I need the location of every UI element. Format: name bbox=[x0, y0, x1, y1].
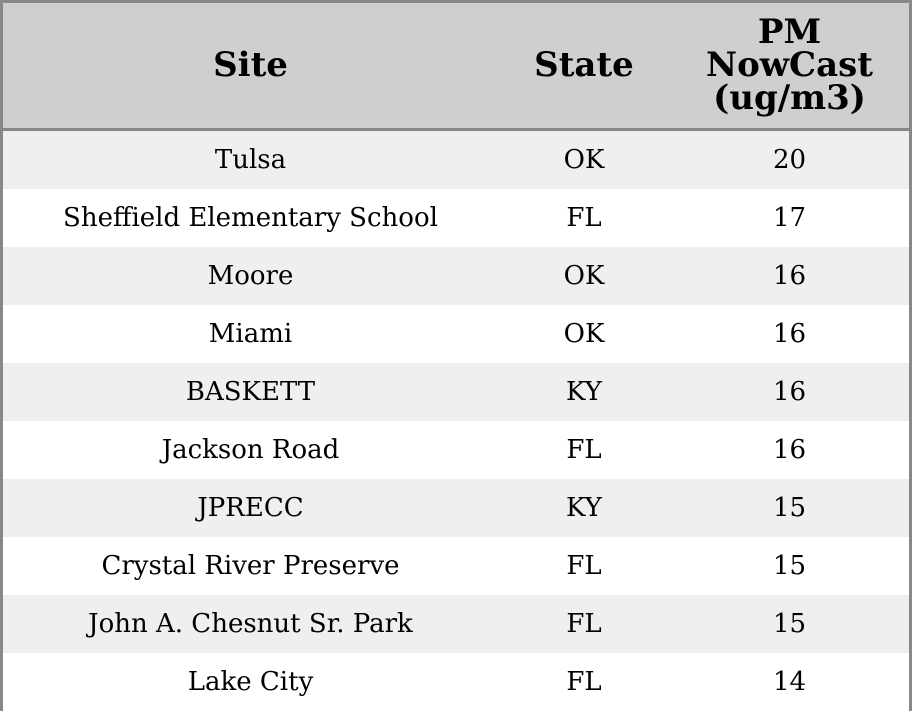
cell-pm: 15 bbox=[670, 537, 909, 595]
cell-site: Miami bbox=[3, 305, 498, 363]
cell-state: FL bbox=[498, 537, 670, 595]
table-row bbox=[3, 247, 909, 305]
cell-pm: 15 bbox=[670, 479, 909, 537]
cell-state: KY bbox=[498, 363, 670, 421]
header-pm-line-3: (ug/m3) bbox=[713, 78, 866, 118]
cell-site: Lake City bbox=[3, 653, 498, 711]
table-row bbox=[3, 305, 909, 363]
cell-state: FL bbox=[498, 421, 670, 479]
header-state bbox=[498, 3, 670, 130]
cell-pm: 15 bbox=[670, 595, 909, 653]
cell-pm: 16 bbox=[670, 363, 909, 421]
table-row bbox=[3, 653, 909, 711]
cell-state: OK bbox=[498, 247, 670, 305]
cell-pm: 20 bbox=[670, 130, 909, 190]
cell-state: OK bbox=[498, 130, 670, 190]
header-pm-line-2: NowCast bbox=[706, 45, 873, 85]
table-row bbox=[3, 595, 909, 653]
header-site bbox=[3, 3, 498, 130]
cell-state: FL bbox=[498, 595, 670, 653]
cell-pm: 16 bbox=[670, 421, 909, 479]
cell-site: BASKETT bbox=[3, 363, 498, 421]
pm-nowcast-table bbox=[3, 3, 909, 711]
header-state-label: State bbox=[534, 45, 634, 85]
table-row bbox=[3, 189, 909, 247]
table-row bbox=[3, 363, 909, 421]
table-row bbox=[3, 421, 909, 479]
table-row bbox=[3, 130, 909, 190]
cell-site: Moore bbox=[3, 247, 498, 305]
table-row bbox=[3, 537, 909, 595]
cell-site: Tulsa bbox=[3, 130, 498, 190]
cell-pm: 16 bbox=[670, 247, 909, 305]
table-header bbox=[3, 3, 909, 130]
header-pm-nowcast bbox=[670, 3, 909, 130]
cell-site: Jackson Road bbox=[3, 421, 498, 479]
cell-state: FL bbox=[498, 189, 670, 247]
cell-state: KY bbox=[498, 479, 670, 537]
header-pm-line-1: PM bbox=[757, 12, 822, 52]
table-body bbox=[3, 130, 909, 711]
cell-site: Sheffield Elementary School bbox=[3, 189, 498, 247]
cell-pm: 16 bbox=[670, 305, 909, 363]
header-row bbox=[3, 3, 909, 130]
table-row bbox=[3, 479, 909, 537]
header-site-label: Site bbox=[213, 45, 288, 85]
cell-site: John A. Chesnut Sr. Park bbox=[3, 595, 498, 653]
cell-site: JPRECC bbox=[3, 479, 498, 537]
cell-state: FL bbox=[498, 653, 670, 711]
cell-pm: 17 bbox=[670, 189, 909, 247]
cell-pm: 14 bbox=[670, 653, 909, 711]
cell-state: OK bbox=[498, 305, 670, 363]
cell-site: Crystal River Preserve bbox=[3, 537, 498, 595]
